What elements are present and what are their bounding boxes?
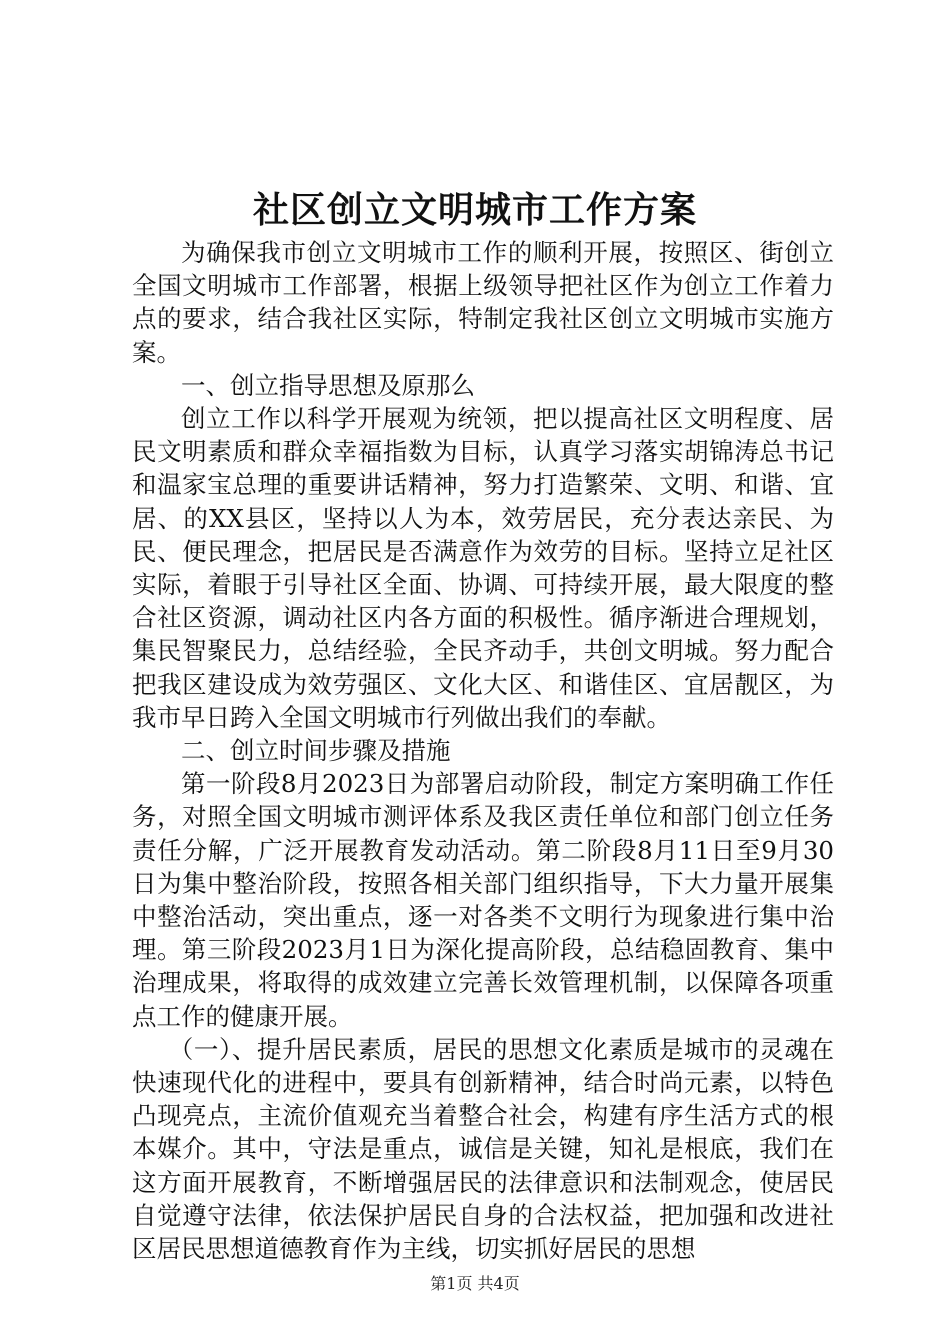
document-body xyxy=(132,236,834,1265)
section-1-paragraph: 创立工作以科学开展观为统领，把以提高社区文明程度、居民文明素质和群众幸福指数为目标，认真学习落实胡锦涛总书记和温家宝总理的重要讲话精神，努力打造繁荣、文明、和谐、宜居、的XX县区，坚持以人为本，效劳居民，充分表达亲民、为民、便民理念，把居民是否满意作为效劳的目标。坚持立足社区实际，着眼于引导社区全面、协调、可持续开展，最大限度的整合社区资源，调动社区内各方面的积极性。循序渐进合理规划，集民智聚民力，总结经验，全民齐动手，共创文明城。努力配合把我区建设成为效劳强区、文化大区、和谐佳区、宜居靓区，为我市早日跨入全国文明城市行列做出我们的奉献。 xyxy=(132,404,834,732)
section-heading-1: 一、创立指导思想及原那么 xyxy=(181,370,475,400)
intro-paragraph: 为确保我市创立文明城市工作的顺利开展，按照区、街创立全国文明城市工作部署，根据上级领导把社区作为创立工作着力点的要求，结合我社区实际，特制定我社区创立文明城市实施方案。 xyxy=(132,238,834,367)
section-2-paragraph: 第一阶段8月2023日为部署启动阶段，制定方案明确工作任务，对照全国文明城市测评体系及我区责任单位和部门创立任务责任分解，广泛开展教育发动活动。第二阶段8月11日至9月30日为集中整治阶段，按照各相关部门组织指导，下大力量开展集中整治活动，突出重点，逐一对各类不文明行为现象进行集中治理。第三阶段2023月1日为深化提高阶段，总结稳固教育、集中治理成果，将取得的成效建立完善长效管理机制，以保障各项重点工作的健康开展。 xyxy=(132,769,834,1031)
document-title: 社区创立文明城市工作方案 xyxy=(252,189,697,231)
section-heading-2: 二、创立时间步骤及措施 xyxy=(181,736,451,766)
subsection-1-paragraph: （一）、提升居民素质，居民的思想文化素质是城市的灵魂在快速现代化的进程中，要具有创新精神，结合时尚元素，以特色凸现亮点，主流价值观充当着整合社会，构建有序生活方式的根本媒介。其中，守法是重点，诚信是关键，知礼是根底，我们在这方面开展教育，不断增强居民的法律意识和法制观念，使居民自觉遵守法律，依法保护居民自身的合法权益，把加强和改进社区居民思想道德教育作为主线，切实抓好居民的思想 xyxy=(132,1034,834,1264)
page-number-footer: 第1页 共4页 xyxy=(430,1274,520,1293)
